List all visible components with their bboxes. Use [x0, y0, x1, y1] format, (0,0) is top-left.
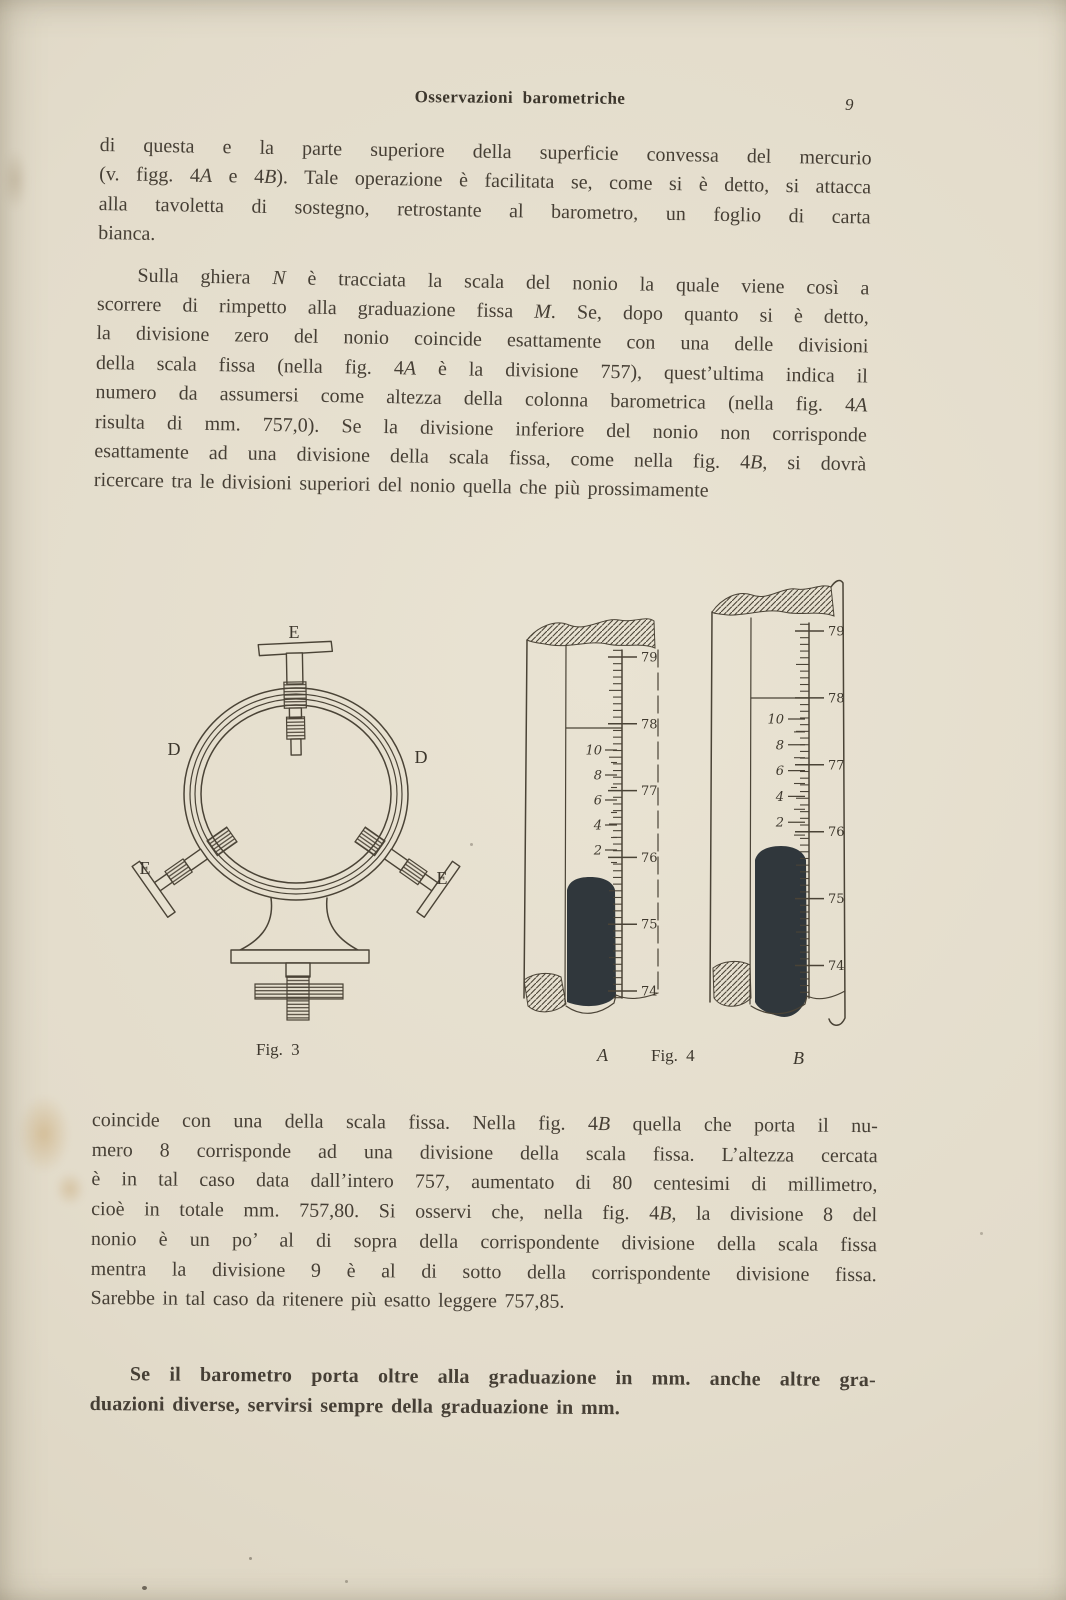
text-segment: A: [199, 165, 213, 188]
text-segment: . Se, dopo quanto si è detto,: [550, 300, 870, 329]
fig4-caption: Fig. 4: [651, 1046, 695, 1065]
text-segment: scorrere di rimpetto alla graduazione fissa: [96, 293, 535, 323]
text-segment: Sarebbe in tal caso da ritenere più esatto leggere 757,85.: [90, 1287, 565, 1313]
vernier-number: 6: [593, 793, 602, 809]
text-segment: della scala fissa (nella fig. 4: [95, 351, 405, 380]
scale-number: 78: [641, 717, 658, 733]
text-segment: cioè in totale mm. 757,80. Si osservi che, nella fig. 4: [91, 1198, 660, 1225]
text-segment: risulta di mm. 757,0). Se la divisione inferiore del nonio non corrisponde: [94, 410, 868, 447]
scale-number: 74: [828, 959, 845, 974]
text-segment: la divisione zero del nonio coincide esattamente con una delle divisioni: [96, 322, 869, 358]
text-segment: è la divisione 757), quest’ultima indica il: [415, 357, 869, 388]
fig4-sub-label-a: A: [597, 1045, 608, 1065]
scale-number: 76: [828, 825, 845, 841]
fig3-caption: Fig. 3: [256, 1040, 300, 1059]
text-segment: Sulla ghiera: [137, 264, 273, 289]
page-number: 9: [845, 95, 854, 114]
vernier-number: 4: [593, 818, 602, 834]
text-segment: e 4: [211, 165, 265, 189]
vernier-number: 6: [775, 764, 784, 780]
text-segment: , si dovrà: [762, 451, 867, 476]
tube-left-edge: [710, 612, 712, 1002]
vernier-number: 10: [585, 743, 602, 759]
text-segment: B: [263, 166, 277, 189]
text-segment: di questa e la parte superiore della superficie convessa del mercurio: [99, 133, 872, 170]
text-segment: duazioni diverse, servirsi sempre della graduazione in mm.: [89, 1392, 621, 1419]
fig3-gimbal-ring-illustration: [128, 598, 473, 1078]
text-segment: B: [597, 1112, 611, 1136]
fig4b-barometer-illustration: [688, 568, 863, 1038]
scale-number: 79: [641, 650, 658, 666]
text-segment: , la divisione 8 del: [671, 1202, 878, 1227]
fig3-label-d-left: D: [167, 739, 181, 759]
text-segment: è in tal caso data dall’intero 757, aumentato di 80 centesimi di millimetro,: [91, 1168, 878, 1197]
fig3-label-e-lower-right: E: [436, 868, 448, 888]
text-segment: Se il barometro porta oltre alla graduazione in mm. anche altre gra-: [129, 1363, 876, 1392]
fig3-label-e-lower-left: E: [139, 858, 151, 878]
text-segment: nonio è un po’ al di sopra della corrispondente divisione della scala fissa: [90, 1227, 878, 1256]
running-header: Osservazioni barometriche: [414, 87, 626, 108]
text-segment: A: [854, 394, 868, 417]
text-segment: alla tavoletta di sostegno, retrostante al barometro, un foglio di carta: [98, 192, 871, 229]
scale-number: 75: [828, 892, 845, 908]
scale-number: 74: [641, 984, 658, 1000]
tube-broken-bottom: [713, 961, 751, 1006]
scale-number: 78: [828, 691, 845, 707]
text-segment: coincide con una della scala fissa. Nella fig. 4: [91, 1108, 599, 1135]
text-segment: M: [534, 300, 552, 323]
fig4-sub-label-b: B: [793, 1048, 804, 1068]
text-segment: B: [749, 451, 763, 474]
text-segment: ricercare tra le divisioni superiori del nonio quella che più prossimamente: [93, 469, 709, 503]
scale-number: 77: [641, 784, 658, 800]
vernier-number: 10: [767, 712, 784, 728]
tube-left-edge: [524, 640, 527, 998]
text-segment: numero da assumersi come altezza della colonna barometrica (nella fig. 4: [95, 381, 856, 417]
scale-number: 79: [828, 624, 845, 640]
text-segment: A: [403, 357, 417, 380]
text-segment: bianca.: [98, 222, 156, 246]
pedestal-base: [231, 898, 369, 1020]
fig3-label-e-top: E: [288, 622, 300, 642]
vernier-number: 2: [775, 815, 784, 831]
mercury-column: [755, 846, 807, 1017]
vernier-number: 8: [775, 738, 784, 754]
scale-number: 76: [641, 850, 658, 866]
vernier-number: 2: [593, 843, 602, 859]
text-segment: (v. figg. 4: [99, 163, 201, 188]
text-segment: è tracciata la scala del nonio la quale viene così a: [285, 266, 870, 300]
tube-inner-wall: [750, 618, 751, 1004]
thumbscrew-lower-right: [342, 809, 459, 917]
text-segment: B: [659, 1202, 672, 1225]
scale-number: 77: [828, 758, 845, 774]
text-segment: ). Tale operazione è facilitata se, come si è detto, si attacca: [276, 166, 872, 199]
fig4a-barometer-illustration: [503, 598, 678, 1033]
tube-inner-wall: [565, 645, 566, 1002]
vernier-number: 4: [775, 789, 784, 805]
tube-broken-top: [527, 619, 655, 648]
scale-number: 75: [641, 917, 658, 933]
mercury-column: [567, 877, 616, 1006]
tube-broken-top: [712, 586, 834, 616]
text-segment: mentra la divisione 9 è al di sotto della corrispondente divisione fissa.: [90, 1257, 877, 1286]
text-segment: quella che porta il nu-: [610, 1113, 878, 1138]
vernier-number: 8: [593, 768, 602, 784]
thumbscrew-top: [258, 641, 334, 755]
text-segment: N: [272, 266, 286, 289]
text-segment: mero 8 corrisponde ad una divisione della scala fissa. L’altezza cercata: [91, 1138, 878, 1167]
fig3-label-d-right: D: [414, 747, 428, 767]
text-segment: esattamente ad una divisione della scala fissa, come nella fig. 4: [94, 440, 751, 474]
tube-broken-bottom: [524, 973, 566, 1011]
